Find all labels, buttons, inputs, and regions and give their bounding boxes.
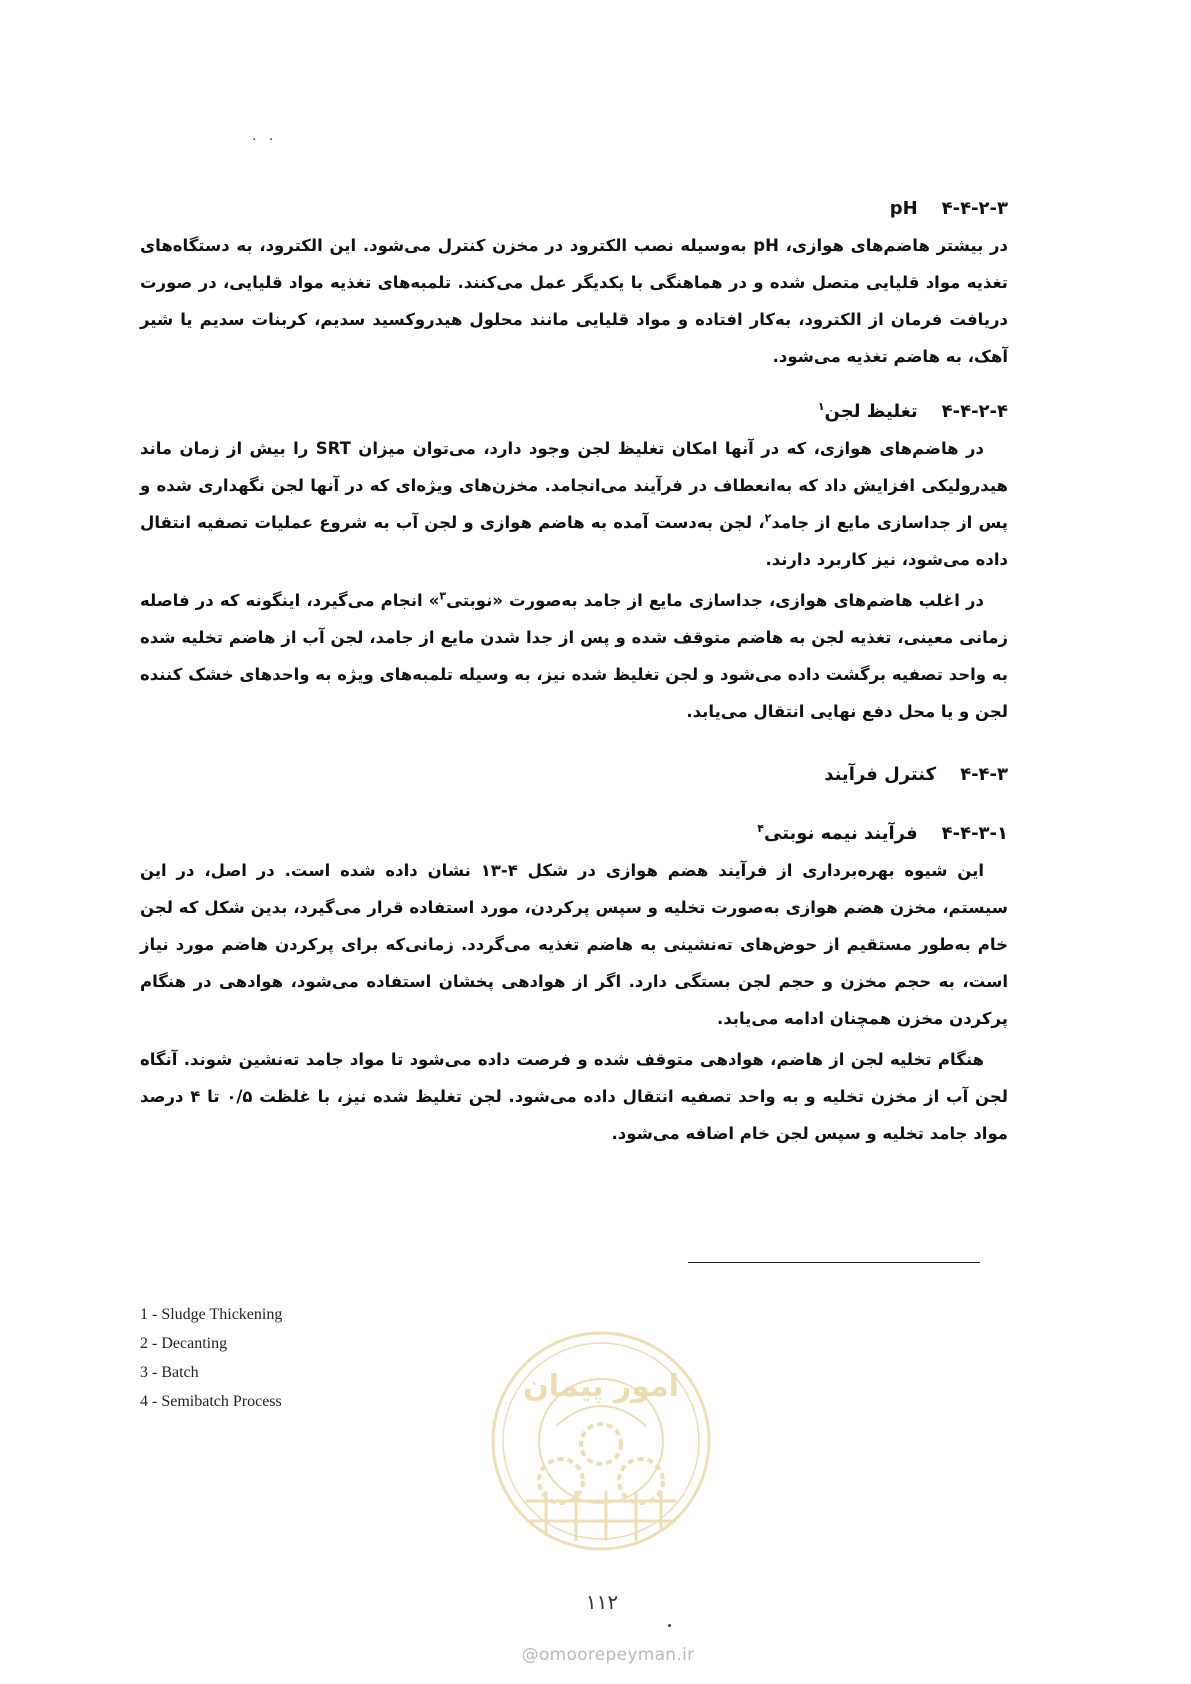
- paragraph-semibatch-1: این شیوه بهره‌برداری از فرآیند هضم هوازی در شکل ۴-۱۳ نشان داده شده است. در اصل، در این سیستم، مخزن هضم هوازی به‌صورت تخلیه و سپس پرکردن، مورد استفاده قرار می‌گیرد، بدین شکل که لجن خام به‌طور مستقیم از حوض‌های ته‌نشینی به هاضم تغذیه می‌گردد. زمانی‌که برای پرکردن هاضم مورد نیاز است، به حجم مخزن و حجم لجن بستگی دارد. اگر از هوادهی پخشان استفاده می‌شود، هوادهی در هنگام پرکردن مخزن همچنان ادامه می‌یابد.: [140, 861, 1008, 1028]
- footnote-ref: ۱: [817, 400, 825, 413]
- footnote-ref: ۴: [757, 822, 764, 835]
- heading-title: کنترل فرآیند: [824, 764, 937, 785]
- footnotes: [140, 1300, 282, 1416]
- paragraph-thickening-1: در هاضم‌های هوازی، که در آنها امکان تغلیظ لجن وجود دارد، می‌توان میزان SRT را بیش از زمان ماند هیدرولیکی افزایش داد که به‌انعطاف در فرآیند می‌انجامد. مخزن‌های ویژه‌ای که در آنها لجن نگهداری شده و پس از جداسازی مایع از جامد$^۲$، لجن به‌دست آمده به هاضم هوازی و لجن آب به شروع عملیات تصفیه انتقال داده می‌شود، نیز کاربرد دارند.: [140, 439, 1009, 569]
- stray-mark: . .: [252, 128, 278, 144]
- heading-4-4-2-3: [140, 190, 1008, 227]
- heading-number: ۴-۴-۳-۱: [941, 823, 1008, 844]
- body-content: [140, 190, 1008, 1156]
- heading-4-4-3: [140, 756, 1008, 793]
- page-number: ۱۱۲: [585, 1590, 619, 1614]
- footnote-ref: ۲: [764, 511, 772, 525]
- footnote-ref: ۳: [439, 589, 447, 603]
- paragraph-thickening-2: در اغلب هاضم‌های هوازی، جداسازی مایع از جامد به‌صورت «نوبتی$^۳$» انجام می‌گیرد، اینگونه که در فاصله زمانی معینی، تغذیه لجن به هاضم متوقف شده و پس از جدا شدن مایع از جامد، لجن آب از هاضم تخلیه شده به واحد تصفیه برگشت داده می‌شود و لجن تغلیظ شده نیز، به وسیله تلمبه‌های ویژه به واحدهای خشک کننده لجن و یا محل دفع نهایی انتقال می‌یابد.: [140, 589, 1008, 721]
- footnote-item: 4 - Semibatch Process: [140, 1393, 282, 1410]
- watermark-seal-logo: [486, 1326, 716, 1556]
- footnote-item: 2 - Decanting: [140, 1335, 228, 1352]
- svg-text:امور پیمان: امور پیمان: [523, 1369, 679, 1404]
- heading-number: ۴-۴-۲-۴: [941, 401, 1008, 422]
- heading-4-4-3-1: [140, 815, 1008, 852]
- paragraph-semibatch-2: هنگام تخلیه لجن از هاضم، هوادهی متوقف شده و فرصت داده می‌شود تا مواد جامد ته‌نشین شوند. آنگاه لجن آب از مخزن تخلیه و به واحد تصفیه انتقال داده می‌شود. لجن تغلیظ شده نیز، با غلظت ۰/۵ تا ۴ درصد مواد جامد تخلیه و سپس لجن خام اضافه می‌شود.: [140, 1050, 1008, 1143]
- heading-title: فرآیند نیمه نوبتی: [763, 823, 918, 844]
- heading-number: ۴-۴-۲-۳: [941, 198, 1008, 219]
- heading-4-4-2-4: [140, 393, 1008, 430]
- footnote-item: 3 - Batch: [140, 1364, 199, 1381]
- heading-title: تغلیظ لجن: [824, 401, 918, 422]
- watermark-url: @omoorepeyman.ir: [521, 1645, 695, 1665]
- stray-dot: [668, 1624, 671, 1627]
- heading-number: ۴-۴-۳: [960, 764, 1008, 785]
- footnote-separator: [688, 1262, 980, 1263]
- heading-title: pH: [889, 198, 918, 219]
- footnote-item: 1 - Sludge Thickening: [140, 1306, 283, 1323]
- paragraph-ph: در بیشتر هاضم‌های هوازی، pH به‌وسیله نصب الکترود در مخزن کنترل می‌شود. این الکترود، به دستگاه‌های تغذیه مواد قلیایی متصل شده و در هماهنگی با یکدیگر عمل می‌کنند. تلمبه‌های تغذیه مواد قلیایی، در صورت دریافت فرمان از الکترود، به‌کار افتاده و مواد قلیایی مانند محلول هیدروکسید سدیم، کربنات سدیم یا شیر آهک، به هاضم تغذیه می‌شود.: [140, 236, 1008, 366]
